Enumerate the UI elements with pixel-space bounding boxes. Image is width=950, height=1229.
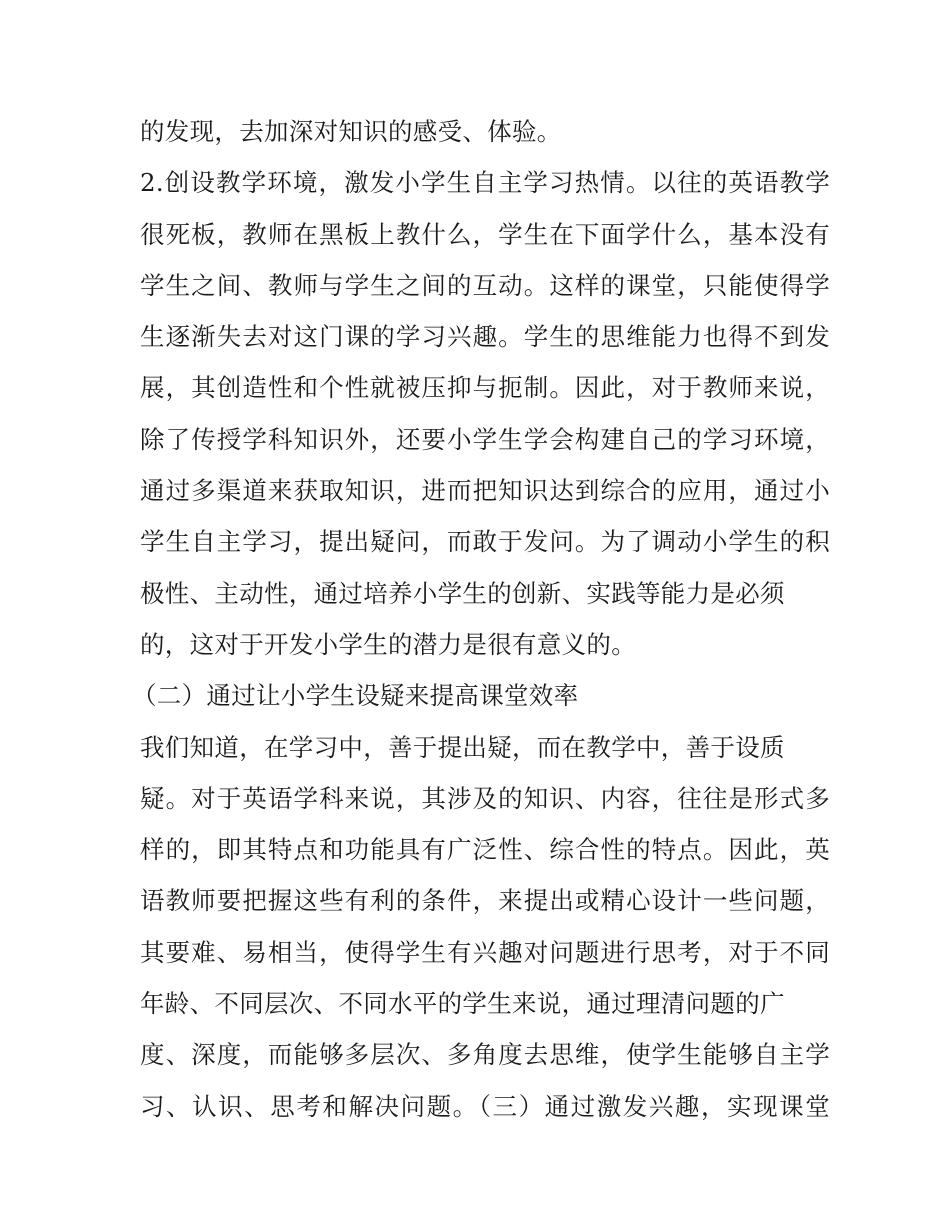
- body-text: [132, 106, 830, 1132]
- text-line: 2.创设教学环境，激发小学生自主学习热情。以往的英语教学: [140, 168, 830, 198]
- text-line: 的，这对于开发小学生的潜力是很有意义的。: [140, 629, 636, 659]
- text-line: 极性、主动性，通过培养小学生的创新、实践等能力是必须: [140, 578, 785, 608]
- text-line: 很死板，教师在黑板上教什么，学生在下面学什么，基本没有: [140, 219, 830, 249]
- text-line: 生逐渐失去对这门课的学习兴趣。学生的思维能力也得不到发: [140, 322, 830, 352]
- text-line: 展，其创造性和个性就被压抑与扼制。因此，对于教师来说，: [140, 373, 830, 403]
- section-heading: （二）通过让小学生设疑来提高课堂效率: [132, 681, 579, 711]
- text-line: 的发现，去加深对知识的感受、体验。: [140, 117, 562, 146]
- text-line: 通过多渠道来获取知识，进而把知识达到综合的应用，通过小: [140, 476, 830, 506]
- text-line: 学生之间、教师与学生之间的互动。这样的课堂，只能使得学: [140, 270, 830, 300]
- text-line: 其要难、易相当，使得学生有兴趣对问题进行思考，对于不同: [140, 937, 830, 967]
- text-line: 年龄、不同层次、不同水平的学生来说，通过理清问题的广: [140, 989, 785, 1019]
- text-line: 学生自主学习，提出疑问，而敢于发问。为了调动小学生的积: [140, 527, 830, 557]
- text-line: 样的，即其特点和功能具有广泛性、综合性的特点。因此，英: [140, 835, 830, 865]
- text-line: 我们知道，在学习中，善于提出疑，而在教学中，善于设质: [140, 732, 785, 762]
- text-line: 除了传授学科知识外，还要小学生学会构建自己的学习环境，: [140, 424, 830, 454]
- text-line: 习、认识、思考和解决问题。（三）通过激发兴趣，实现课堂: [140, 1091, 830, 1121]
- text-line: 疑。对于英语学科来说，其涉及的知识、内容，往往是形式多: [140, 783, 830, 813]
- text-line: 语教师要把握这些有利的条件，来提出或精心设计一些问题，: [140, 886, 830, 916]
- text-line: 度、深度，而能够多层次、多角度去思维，使学生能够自主学: [140, 1040, 830, 1070]
